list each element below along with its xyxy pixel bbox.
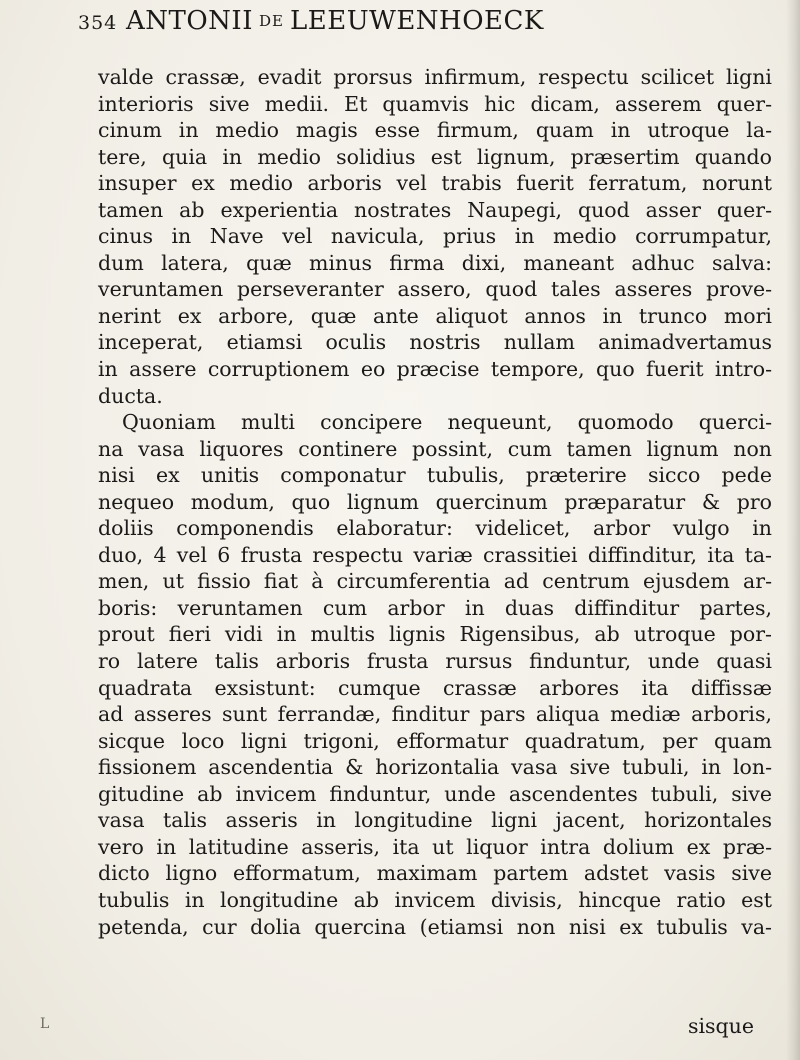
text-line: gitudine ab invicem finduntur, unde ascendentes tubuli, sive <box>98 781 772 806</box>
text-line: cinum in medio magis esse firmum, quam in utroque la- <box>98 118 772 143</box>
margin-mark: L <box>40 1016 50 1032</box>
text-line: interioris sive medii. Et quamvis hic dicam, asserem quer- <box>98 91 772 116</box>
text-line: boris: veruntamen cum arbor in duas diffinditur partes, <box>98 595 772 620</box>
text-line: inceperat, etiamsi oculis nostris nullam animadvertamus <box>98 330 772 355</box>
author-last-name: LEEUWENHOECK <box>289 6 544 36</box>
author-first-name: ANTONII <box>126 6 253 36</box>
text-line: duo, 4 vel 6 frusta respectu variæ crassitiei diffinditur, ita ta- <box>98 542 772 567</box>
text-line: tere, quia in medio solidius est lignum, præsertim quando <box>98 144 772 169</box>
text-line: sicque loco ligni trigoni, efformatur quadratum, per quam <box>98 728 772 753</box>
text-line: nerint ex arbore, quæ ante aliquot annos in trunco mori <box>98 303 772 328</box>
text-line: ducta. <box>98 383 163 408</box>
text-line: petenda, cur dolia quercina (etiamsi non nisi ex tubulis va- <box>98 914 772 939</box>
catchword: sisque <box>687 1014 754 1038</box>
text-line: veruntamen perseveranter assero, quod tales asseres prove- <box>98 277 772 302</box>
text-line: men, ut fissio fiat à circumferentia ad centrum ejusdem ar- <box>98 569 772 594</box>
page-number: 354 <box>78 12 118 34</box>
text-line: Quoniam multi concipere nequeunt, quomodo querci- <box>122 410 772 435</box>
text-line: ad asseres sunt ferrandæ, finditur pars aliqua mediæ arboris, <box>98 702 772 727</box>
text-line: prout fieri vidi in multis lignis Rigensibus, ab utroque por- <box>98 622 772 647</box>
text-line: ro latere talis arboris frusta rursus finduntur, unde quasi <box>98 649 772 674</box>
text-line: nequeo modum, quo lignum quercinum præparatur & pro <box>98 489 772 514</box>
running-title <box>126 6 544 36</box>
text-line: insuper ex medio arboris vel trabis fuerit ferratum, norunt <box>98 171 772 196</box>
text-line: quadrata exsistunt: cumque crassæ arbores ita diffissæ <box>98 675 772 700</box>
text-line: nisi ex unitis componatur tubulis, præterire sicco pede <box>98 463 772 488</box>
text-line: dicto ligno efformatum, maximam partem adstet vasis sive <box>98 861 772 886</box>
page-edge-shadow <box>786 0 800 1060</box>
text-line: tubulis in longitudine ab invicem divisis, hincque ratio est <box>98 887 772 912</box>
text-line: doliis componendis elaboratur: videlicet, arbor vulgo in <box>98 516 772 541</box>
text-line: na vasa liquores continere possint, cum tamen lignum non <box>98 436 772 461</box>
text-line: tamen ab experientia nostrates Naupegi, quod asser quer- <box>98 197 772 222</box>
text-line: vero in latitudine asseris, ita ut liquor intra dolium ex præ- <box>98 834 772 859</box>
text-line: fissionem ascendentia & horizontalia vasa sive tubuli, in lon- <box>98 755 772 780</box>
text-line: in assere corruptionem eo præcise tempore, quo fuerit intro- <box>98 357 772 382</box>
running-header <box>78 6 778 56</box>
text-line: cinus in Nave vel navicula, prius in medio corrumpatur, <box>98 224 772 249</box>
author-particle: DE <box>258 12 284 30</box>
text-line: valde crassæ, evadit prorsus infirmum, respectu scilicet ligni <box>98 65 772 89</box>
text-line: vasa talis asseris in longitudine ligni jacent, horizontales <box>98 808 772 833</box>
body-text <box>98 64 772 940</box>
text-line: dum latera, quæ minus firma dixi, maneant adhuc salva: <box>98 250 772 275</box>
